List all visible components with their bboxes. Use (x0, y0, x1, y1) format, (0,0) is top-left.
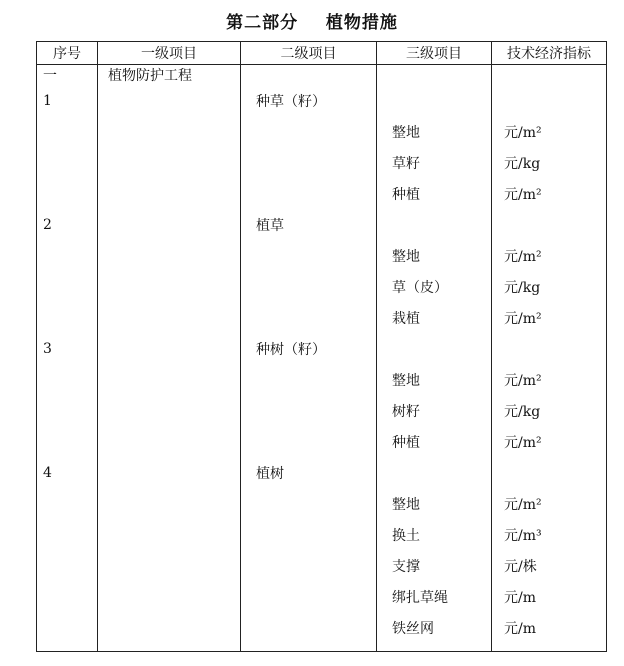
table-row (37, 85, 607, 116)
table-row (37, 240, 607, 271)
cell-level3: 草（皮） (377, 271, 492, 302)
cell-level3: 整地 (377, 240, 492, 271)
cell-seq: 3 (37, 333, 98, 364)
table-header-row (37, 42, 607, 65)
table-row (37, 612, 607, 643)
table-row (37, 457, 607, 488)
cell-indicator: 元/m (492, 581, 607, 612)
cell-indicator: 元/m² (492, 364, 607, 395)
cell-level1 (98, 519, 241, 550)
cell-level1: 植物防护工程 (98, 65, 241, 86)
table-spacer-row (37, 643, 607, 652)
cell-level3: 绑扎草绳 (377, 581, 492, 612)
cell-level2: 植草 (241, 209, 377, 240)
cell-indicator (492, 209, 607, 240)
table-row (37, 426, 607, 457)
cell-level2 (241, 116, 377, 147)
header-level2: 二级项目 (241, 42, 377, 65)
page-title: 第二部分 植物措施 (226, 13, 398, 33)
cell-seq: 4 (37, 457, 98, 488)
cell-indicator (492, 457, 607, 488)
cell-level1 (98, 364, 241, 395)
cell-indicator: 元/m (492, 612, 607, 643)
cell-level3: 支撑 (377, 550, 492, 581)
table-row (37, 519, 607, 550)
plant-measures-table (36, 41, 607, 652)
cell-indicator (492, 65, 607, 86)
cell-indicator (492, 85, 607, 116)
spacer-cell (98, 643, 241, 652)
table-row (37, 302, 607, 333)
cell-level2 (241, 178, 377, 209)
cell-level2 (241, 302, 377, 333)
cell-indicator (492, 333, 607, 364)
cell-indicator: 元/kg (492, 147, 607, 178)
table-row (37, 209, 607, 240)
cell-seq (37, 302, 98, 333)
cell-level1 (98, 178, 241, 209)
table-row (37, 581, 607, 612)
cell-level1 (98, 333, 241, 364)
table-row (37, 271, 607, 302)
cell-seq (37, 395, 98, 426)
cell-seq: 1 (37, 85, 98, 116)
cell-seq (37, 271, 98, 302)
cell-level2 (241, 488, 377, 519)
cell-level1 (98, 395, 241, 426)
cell-level1 (98, 550, 241, 581)
cell-level2 (241, 395, 377, 426)
table-row (37, 65, 607, 86)
cell-level3 (377, 65, 492, 86)
cell-indicator: 元/m² (492, 302, 607, 333)
cell-seq (37, 116, 98, 147)
cell-level2 (241, 519, 377, 550)
spacer-cell (492, 643, 607, 652)
cell-level1 (98, 271, 241, 302)
table-row (37, 395, 607, 426)
cell-level2 (241, 426, 377, 457)
table-row (37, 147, 607, 178)
cell-level3: 种植 (377, 178, 492, 209)
table-row (37, 550, 607, 581)
cell-seq (37, 519, 98, 550)
cell-seq (37, 178, 98, 209)
cell-level3 (377, 209, 492, 240)
cell-seq (37, 240, 98, 271)
cell-level3 (377, 457, 492, 488)
cell-level2: 种树（籽） (241, 333, 377, 364)
cell-indicator: 元/kg (492, 271, 607, 302)
spacer-cell (241, 643, 377, 652)
cell-seq (37, 550, 98, 581)
cell-level2 (241, 612, 377, 643)
cell-seq (37, 426, 98, 457)
cell-indicator: 元/m³ (492, 519, 607, 550)
cell-indicator: 元/m² (492, 488, 607, 519)
cell-level3: 铁丝网 (377, 612, 492, 643)
cell-level3: 栽植 (377, 302, 492, 333)
cell-level1 (98, 488, 241, 519)
cell-level2 (241, 271, 377, 302)
cell-indicator: 元/m² (492, 178, 607, 209)
cell-indicator: 元/株 (492, 550, 607, 581)
cell-level3: 种植 (377, 426, 492, 457)
cell-level1 (98, 426, 241, 457)
table-row (37, 178, 607, 209)
cell-indicator: 元/m² (492, 240, 607, 271)
spacer-cell (37, 643, 98, 652)
header-level1: 一级项目 (98, 42, 241, 65)
spacer-cell (377, 643, 492, 652)
cell-level1 (98, 147, 241, 178)
cell-seq (37, 147, 98, 178)
cell-level2 (241, 65, 377, 86)
cell-level1 (98, 612, 241, 643)
cell-level3: 草籽 (377, 147, 492, 178)
cell-seq: 一 (37, 65, 98, 86)
cell-seq (37, 364, 98, 395)
cell-level1 (98, 209, 241, 240)
cell-level3: 树籽 (377, 395, 492, 426)
cell-seq (37, 612, 98, 643)
cell-level1 (98, 302, 241, 333)
cell-level2 (241, 581, 377, 612)
header-level3: 三级项目 (377, 42, 492, 65)
cell-level1 (98, 457, 241, 488)
cell-level3: 整地 (377, 364, 492, 395)
cell-level2 (241, 550, 377, 581)
table-body (37, 65, 607, 652)
cell-level3 (377, 85, 492, 116)
header-indicator: 技术经济指标 (492, 42, 607, 65)
cell-level3: 整地 (377, 116, 492, 147)
cell-level2: 种草（籽） (241, 85, 377, 116)
table-row (37, 488, 607, 519)
cell-seq (37, 488, 98, 519)
cell-level1 (98, 240, 241, 271)
cell-level2 (241, 364, 377, 395)
cell-level1 (98, 116, 241, 147)
table-row (37, 364, 607, 395)
cell-level1 (98, 581, 241, 612)
cell-seq (37, 581, 98, 612)
cell-level3 (377, 333, 492, 364)
table-row (37, 116, 607, 147)
cell-level2: 植树 (241, 457, 377, 488)
cell-indicator: 元/kg (492, 395, 607, 426)
header-seq: 序号 (37, 42, 98, 65)
cell-level2 (241, 240, 377, 271)
cell-indicator: 元/m² (492, 426, 607, 457)
cell-level1 (98, 85, 241, 116)
cell-seq: 2 (37, 209, 98, 240)
cell-level2 (241, 147, 377, 178)
cell-indicator: 元/m² (492, 116, 607, 147)
cell-level3: 换土 (377, 519, 492, 550)
cell-level3: 整地 (377, 488, 492, 519)
table-row (37, 333, 607, 364)
